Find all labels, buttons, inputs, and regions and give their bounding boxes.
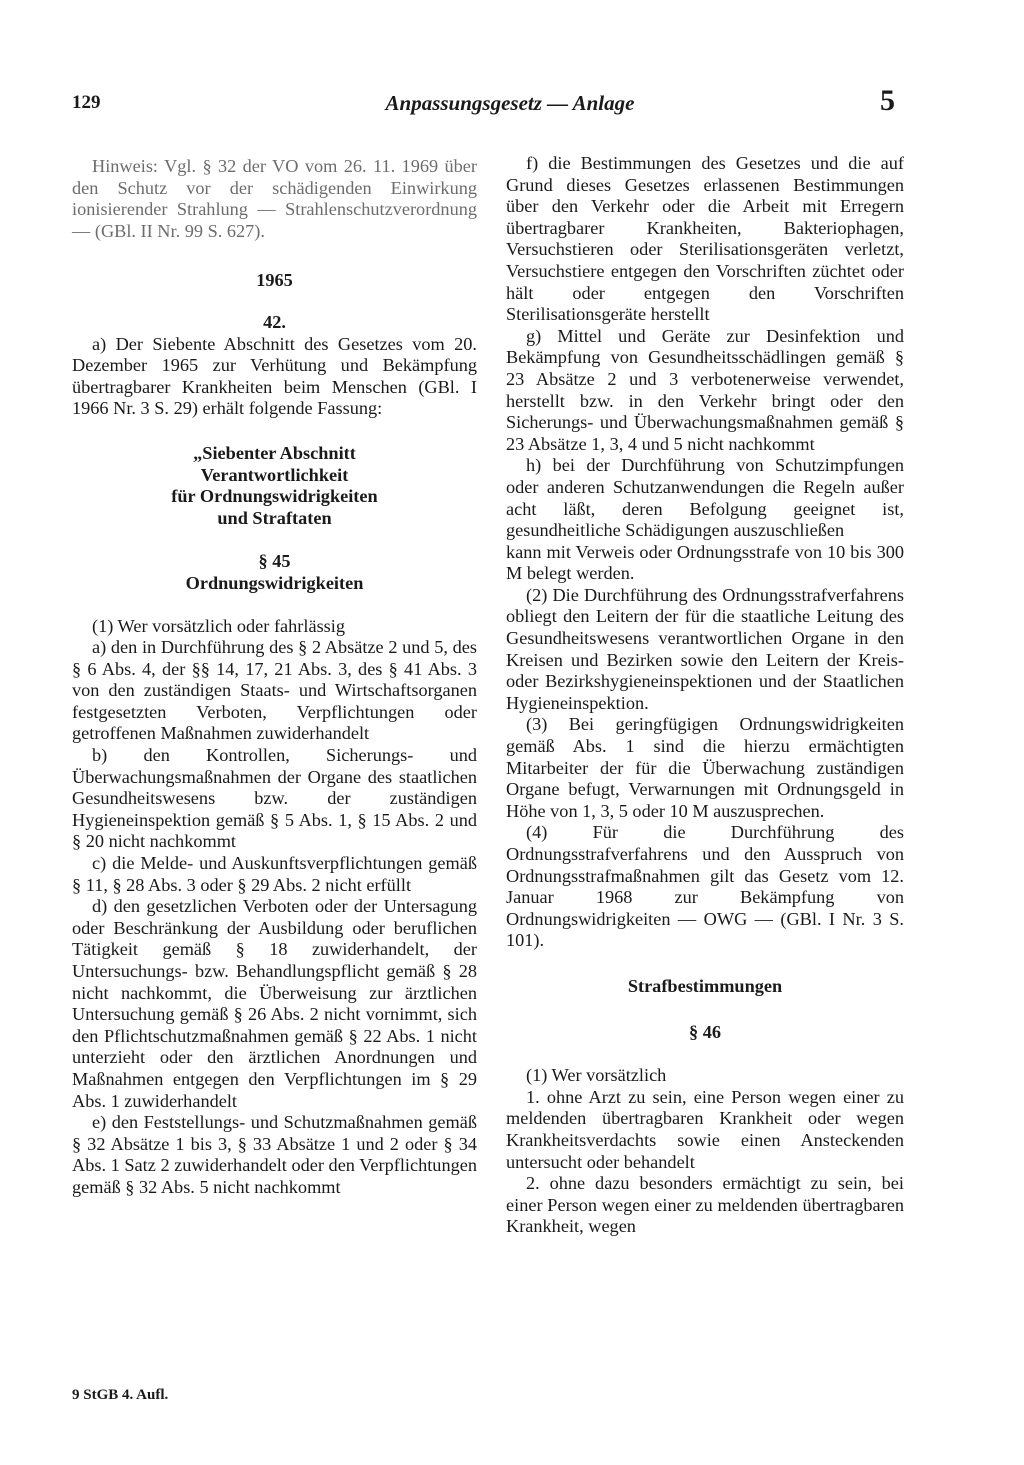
paragraph-number: § 45 [258,551,291,572]
section-heading-line: Verantwortlichkeit [200,464,349,485]
clause-c: c) die Melde- und Auskunftsverpflichtungen gemäß § 11, § 28 Abs. 3 oder § 29 Abs. 2 nicht erfüllt [72,853,477,895]
section-heading-line: und Straftaten [217,507,332,528]
year-heading: 1965 [256,270,293,291]
running-header [0,84,1024,122]
clause-g: g) Mittel und Geräte zur Desinfektion und Bekämpfung von Gesundheitsschädlingen gemäß § 23 Absätze 2 und 3 verbotenerweise verwendet, herstellt bzw. in den Verkehr bringt oder den Sicherungs- und Überwachungsmaßnahmen gemäß § 23 Absätze 1, 3, 4 und 5 nicht nachkommt [506,325,904,454]
page-number-left: 129 [72,92,101,113]
running-title: Anpassungsgesetz — Anlage [385,91,635,115]
right-column [506,153,904,1238]
clause-h: h) bei der Durchführung von Schutzimpfungen oder anderen Schutzanwendungen die Regeln außer acht läßt, deren Befolgung geeignet ist, gesundheitliche Schädigungen auszuschließen [506,455,904,541]
item-2: 2. ohne dazu besonders ermächtigt zu sein, bei einer Person wegen einer zu meldenden übertragbaren Krankheit, wegen [506,1173,904,1237]
clause-a: a) den in Durchführung des § 2 Absätze 2 und 5, des § 6 Abs. 4, der §§ 14, 17, 21 Abs. 3, des § 41 Abs. 3 von den zuständigen Staats- und Wirtschaftsorganen festgesetzten Verboten, Verpflichtungen oder getroffenen Maßnahmen zuwiderhandelt [72,637,477,744]
page-footer: 9 StGB 4. Aufl. [72,1387,169,1403]
clause-d: d) den gesetzlichen Verboten oder der Untersagung oder Beschränkung der Ausbildung oder beruflichen Tätigkeit gemäß § 18 zuwiderhandelt, der Untersuchungs- bzw. Behandlungspflicht gemäß § 28 nicht nachkommt, die Überweisung zur ärztlichen Untersuchung gemäß § 26 Abs. 2 nicht vornimmt, sich den Pflichtschutzmaßnahmen gemäß § 22 Abs. 1 nicht unterzieht oder den ärztlichen Anordnungen und Maßnahmen entgegen den Verpflichtungen im § 29 Abs. 1 zuwiderhandelt [72,896,477,1111]
subsection-2: (2) Die Durchführung des Ordnungsstrafverfahrens obliegt den Leitern der für die staatliche Leitung des Gesundheitswesens verantwortlichen Organe in den Kreisen und Bezirken sowie den Leitern der Kreis- oder Bezirkshygieneinspektionen und der Staatlichen Hygieneinspektion. [506,584,904,713]
left-column [72,156,477,1199]
item-1: 1. ohne Arzt zu sein, eine Person wegen einer zu meldenden übertragbaren Krankheit oder wegen Krankheitsverdachts sowie einen Ansteckenden untersucht oder behandelt [506,1086,904,1172]
penalty-line: kann mit Verweis oder Ordnungsstrafe von 10 bis 300 M belegt werden. [506,541,904,584]
page-number-right: 5 [880,84,895,117]
strafbestimmungen-heading: Strafbestimmungen [627,975,783,996]
item-number: 42. [263,311,286,332]
subsection-4: (4) Für die Durchführung des Ordnungsstrafverfahrens und den Ausspruch von Ordnungsstrafmaßnahmen gilt das Gesetz vom 12. Januar 1968 zur Bekämpfung von Ordnungswidrigkeiten — OWG — (GBl. I Nr. 3 S. 101). [506,822,904,951]
section-heading-line: für Ordnungswidrigkeiten [171,486,378,507]
section-heading-line: „Siebenter Abschnitt [193,442,356,463]
reference-note: Hinweis: Vgl. § 32 der VO vom 26. 11. 1969 über den Schutz vor der schädigenden Einwirkung ionisierender Strahlung — Strahlenschutzverordnung — (GBl. II Nr. 99 S. 627). [72,156,477,241]
clause-f: f) die Bestimmungen des Gesetzes und die auf Grund dieses Gesetzes erlassenen Bestimmungen über den Verkehr oder die Arbeit mit Erregern übertragbarer Krankheiten, Bakteriophagen, Versuchstieren oder Sterilisationsgeräten verletzt, Versuchstiere entgegen den Vorschriften züchtet oder hält oder entgegen den Vorschriften Sterilisationsgeräte herstellt [506,153,904,325]
subsection-1: (1) Wer vorsätzlich oder fahrlässig [92,615,346,636]
clause-e: e) den Feststellungs- und Schutzmaßnahmen gemäß § 32 Absätze 1 bis 3, § 33 Absätze 1 und 2 oder § 34 Abs. 1 Satz 2 zuwiderhandelt oder den Verpflichtungen gemäß § 32 Abs. 5 nicht nachkommt [72,1112,477,1197]
subsection-46-1: (1) Wer vorsätzlich [526,1065,667,1086]
item-a-paragraph: a) Der Siebente Abschnitt des Gesetzes vom 20. Dezember 1965 zur Verhütung und Bekämpfung übertragbarer Krankheiten beim Menschen (GBl. I 1966 Nr. 3 S. 29) erhält folgende Fassung: [72,333,477,419]
subsection-3: (3) Bei geringfügigen Ordnungswidrigkeiten gemäß Abs. 1 sind die hierzu ermächtigten Mitarbeiter der für die Überwachung zuständigen Organe befugt, Verwarnungen mit Ordnungsgeld in Höhe von 1, 3, 5 oder 10 M auszusprechen. [506,714,904,821]
paragraph-title: Ordnungswidrigkeiten [185,572,364,593]
clause-b: b) den Kontrollen, Sicherungs- und Überwachungsmaßnahmen der Organe des staatlichen Gesundheitswesens bzw. der zuständigen Hygieneinspektion gemäß § 5 Abs. 1, § 15 Abs. 2 und § 20 nicht nachkommt [72,745,477,852]
section-heading [72,443,477,529]
paragraph-46-number: § 46 [689,1021,721,1042]
